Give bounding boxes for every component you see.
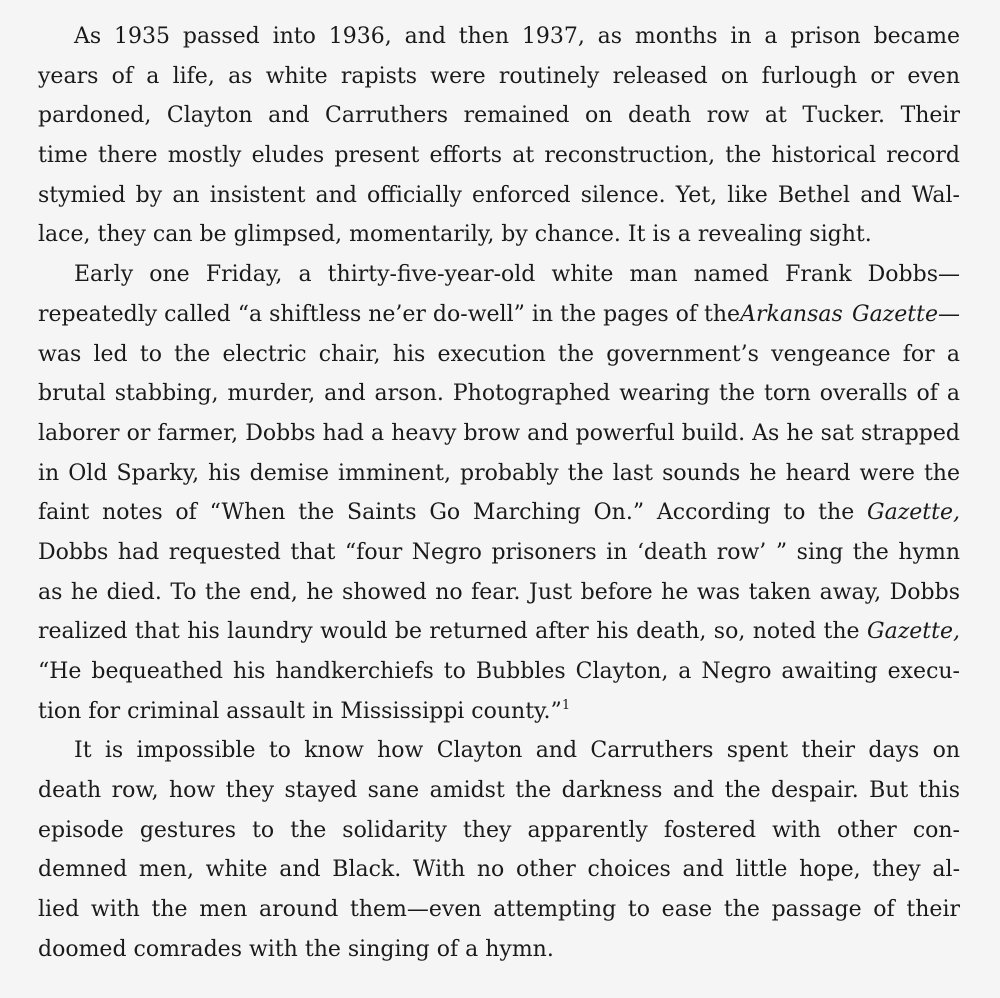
italic-title: Gazette,	[867, 619, 960, 645]
text-line: demned men, white and Black. With no other choices and little hope, they al-	[38, 857, 960, 883]
text-line: death row, how they stayed sane amidst the darkness and the despair. But this	[38, 778, 960, 804]
text-line: in Old Sparky, his demise imminent, probably the last sounds he heard were the	[38, 460, 960, 486]
body-text	[38, 17, 960, 970]
text-line	[38, 295, 960, 335]
text-line: “He bequeathed his handkerchiefs to Bubbles Clayton, a Negro awaiting execu-	[38, 659, 960, 684]
text-line: Dobbs had requested that “four Negro prisoners in ‘death row’ ” sing the hymn	[38, 539, 960, 565]
text-line: It is impossible to know how Clayton and Carruthers spent their days on	[74, 738, 960, 764]
text-line: laborer or farmer, Dobbs had a heavy brow and powerful build. As he sat strapped	[38, 420, 960, 446]
text-segment: realized that his laundry would be returned after his death, so, noted the	[38, 619, 867, 645]
text-line	[38, 692, 960, 732]
text-line	[38, 612, 960, 652]
text-line: pardoned, Clayton and Carruthers remained on death row at Tucker. Their	[38, 103, 960, 129]
text-segment: repeatedly called “a shiftless ne’er do-well” in the pages of the	[38, 301, 741, 327]
italic-title: Arkansas Gazette	[740, 301, 938, 327]
text-line: lied with the men around them—even attempting to ease the passage of their	[38, 897, 960, 923]
text-line: years of a life, as white rapists were routinely released on furlough or even	[38, 63, 960, 89]
text-segment: tion for criminal assault in Mississippi county.”	[38, 698, 562, 724]
footnote-marker[interactable]: 1	[561, 697, 571, 713]
text-line: as he died. To the end, he showed no fear. Just before he was taken away, Dobbs	[38, 579, 960, 605]
text-line: Early one Friday, a thirty-five-year-old white man named Frank Dobbs—	[74, 262, 960, 288]
text-segment: faint notes of “When the Saints Go Marching On.” According to the	[38, 500, 867, 526]
text-segment: —	[938, 301, 960, 327]
italic-title: Gazette,	[867, 500, 960, 526]
text-line: brutal stabbing, murder, and arson. Photographed wearing the torn overalls of a	[38, 381, 960, 407]
text-line: lace, they can be glimpsed, momentarily, by chance. It is a revealing sight.	[38, 222, 872, 248]
text-line: As 1935 passed into 1936, and then 1937, as months in a prison became	[74, 24, 960, 49]
text-line: doomed comrades with the singing of a hymn.	[38, 936, 554, 962]
text-line: stymied by an insistent and officially enforced silence. Yet, like Bethel and Wal-	[38, 182, 960, 208]
text-line: time there mostly eludes present efforts at reconstruction, the historical record	[38, 143, 960, 169]
text-line: episode gestures to the solidarity they apparently fostered with other con-	[38, 817, 960, 843]
text-line	[38, 493, 960, 533]
text-line: was led to the electric chair, his execution the government’s vengeance for a	[38, 341, 960, 367]
